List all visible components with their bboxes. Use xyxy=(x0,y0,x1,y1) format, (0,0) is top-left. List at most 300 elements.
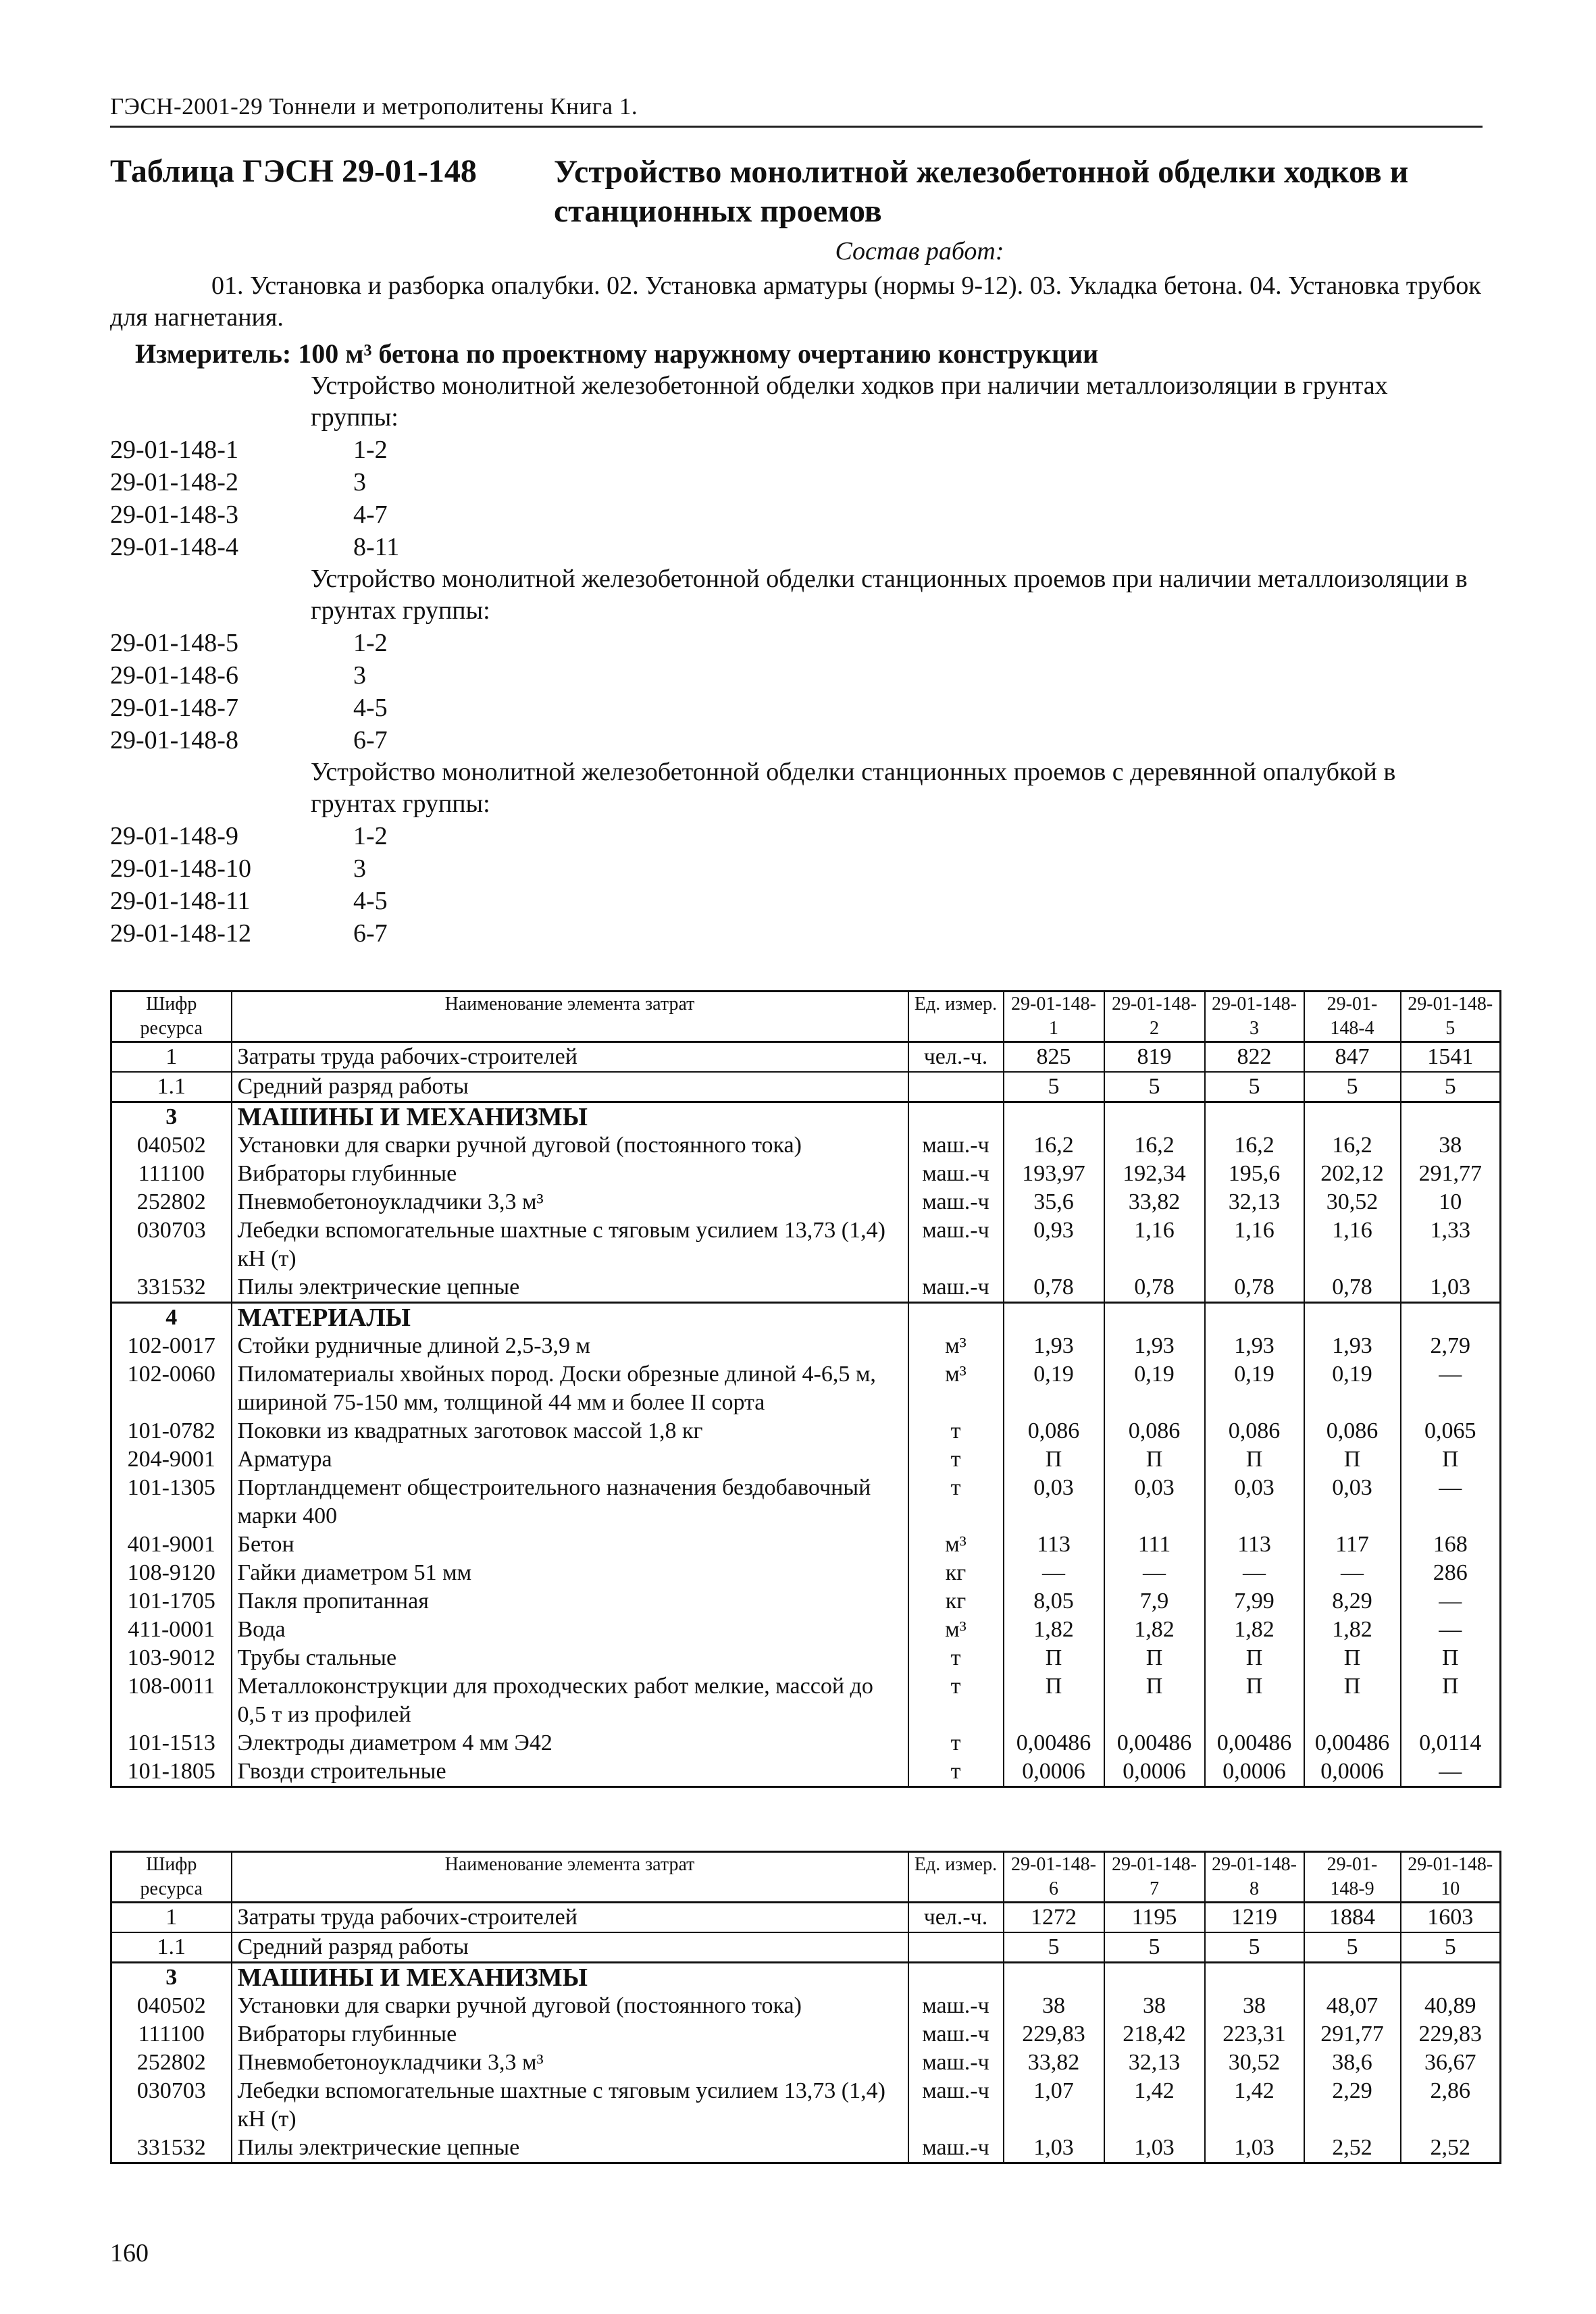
norm-code: 29-01-148-10 xyxy=(110,854,251,883)
resource-code: 401-9001 xyxy=(111,1531,232,1559)
resource-code: 101-1805 xyxy=(111,1757,232,1787)
resource-value: 0,19 xyxy=(1304,1360,1401,1417)
resource-code: 1.1 xyxy=(111,1932,232,1963)
resource-unit: маш.-ч xyxy=(908,2049,1004,2077)
resource-code: 204-9001 xyxy=(111,1445,232,1474)
resource-value: 1195 xyxy=(1104,1903,1205,1933)
resource-value: 1,07 xyxy=(1004,2077,1104,2134)
resource-value: 38 xyxy=(1205,1992,1304,2020)
table-row xyxy=(111,1644,1501,1672)
norm-code: 29-01-148-11 xyxy=(110,887,251,915)
norm-soil-group: 4-5 xyxy=(353,887,388,915)
resource-value: 0,19 xyxy=(1004,1360,1104,1417)
resource-value: 1,82 xyxy=(1104,1616,1205,1644)
resource-value: 1219 xyxy=(1205,1903,1304,1933)
norm-group-title: Устройство монолитной железобетонной обделки станционных проемов с деревянной опалубкой в грунтах группы: xyxy=(311,758,1396,818)
resource-value: 16,2 xyxy=(1104,1131,1205,1160)
resource-unit: маш.-ч xyxy=(908,1188,1004,1216)
table-row xyxy=(111,1445,1501,1474)
resource-name: Металлоконструкции для проходческих работ мелкие, массой до 0,5 т из профилей xyxy=(232,1672,908,1729)
norm-row xyxy=(110,434,1488,466)
resource-value: 1,82 xyxy=(1004,1616,1104,1644)
resource-value: 5 xyxy=(1004,1932,1104,1963)
resource-value: 0,19 xyxy=(1104,1360,1205,1417)
empty-cell xyxy=(1104,1102,1205,1132)
resource-unit: т xyxy=(908,1474,1004,1531)
resource-name: Поковки из квадратных заготовок массой 1,8 кг xyxy=(232,1417,908,1445)
table-row xyxy=(111,1474,1501,1531)
resource-code: 040502 xyxy=(111,1992,232,2020)
norm-row xyxy=(110,466,1488,498)
resource-value: 0,086 xyxy=(1304,1417,1401,1445)
resource-value: 0,78 xyxy=(1205,1273,1304,1303)
col-header-norm: 29-01-148-10 xyxy=(1401,1852,1501,1903)
meter-line: Измеритель: 100 м³ бетона по проектному наружному очертанию конструкции xyxy=(135,338,1099,369)
col-header-norm: 29-01-148-1 xyxy=(1004,992,1104,1042)
resource-value: 193,97 xyxy=(1004,1160,1104,1188)
table-row xyxy=(111,1188,1501,1216)
resource-value: 1,16 xyxy=(1304,1216,1401,1273)
table-title: Устройство монолитной железобетонной обделки ходков и станционных проемов xyxy=(554,154,1409,229)
resource-code: 108-0011 xyxy=(111,1672,232,1729)
resource-unit: маш.-ч xyxy=(908,2077,1004,2134)
section-code: 3 xyxy=(111,1102,232,1132)
resource-code: 102-0060 xyxy=(111,1360,232,1417)
running-head: ГЭСН-2001-29 Тоннели и метрополитены Книга 1. xyxy=(110,93,638,120)
resource-value: — xyxy=(1104,1559,1205,1587)
resource-value: — xyxy=(1401,1587,1501,1616)
section-row xyxy=(111,1303,1501,1333)
resource-code: 030703 xyxy=(111,2077,232,2134)
empty-cell xyxy=(1304,1303,1401,1333)
norm-code: 29-01-148-3 xyxy=(110,500,238,529)
empty-cell xyxy=(1205,1102,1304,1132)
resource-value: П xyxy=(1104,1672,1205,1729)
norm-row xyxy=(110,659,1488,692)
resource-code: 101-1513 xyxy=(111,1729,232,1757)
resource-value: 0,00486 xyxy=(1205,1729,1304,1757)
resource-code: 040502 xyxy=(111,1131,232,1160)
resource-name: Средний разряд работы xyxy=(232,1932,908,1963)
resource-code: 411-0001 xyxy=(111,1616,232,1644)
empty-cell xyxy=(908,1102,1004,1132)
resource-value: 192,34 xyxy=(1104,1160,1205,1188)
empty-cell xyxy=(908,1963,1004,1992)
resource-value: 5 xyxy=(1401,1932,1501,1963)
resource-name: Гайки диаметром 51 мм xyxy=(232,1559,908,1587)
resource-code: 111100 xyxy=(111,1160,232,1188)
resource-name: Пневмобетоноукладчики 3,3 м³ xyxy=(232,1188,908,1216)
resource-name: Вибраторы глубинные xyxy=(232,1160,908,1188)
norm-code: 29-01-148-2 xyxy=(110,468,238,496)
section-row xyxy=(111,1963,1501,1992)
col-header-unit: Ед. измер. xyxy=(908,992,1004,1042)
resource-value: 5 xyxy=(1004,1072,1104,1102)
resource-code: 101-1305 xyxy=(111,1474,232,1531)
empty-cell xyxy=(908,1303,1004,1333)
resource-value: 0,086 xyxy=(1004,1417,1104,1445)
resource-unit: м³ xyxy=(908,1332,1004,1360)
composition-text: 01. Установка и разборка опалубки. 02. Установка арматуры (нормы 9-12). 03. Укладка бетона. 04. Установка трубок для нагнетания. xyxy=(110,272,1481,332)
resource-value: 1,82 xyxy=(1304,1616,1401,1644)
resource-value: 1,33 xyxy=(1401,1216,1501,1273)
resource-value: 1,16 xyxy=(1104,1216,1205,1273)
resource-value: 38 xyxy=(1401,1131,1501,1160)
resource-name: Вода xyxy=(232,1616,908,1644)
resource-value: 0,00486 xyxy=(1104,1729,1205,1757)
table-row xyxy=(111,2049,1501,2077)
resource-value: 117 xyxy=(1304,1531,1401,1559)
resource-value: 168 xyxy=(1401,1531,1501,1559)
resource-value: 38,6 xyxy=(1304,2049,1401,2077)
resource-value: 7,9 xyxy=(1104,1587,1205,1616)
col-header-unit: Ед. измер. xyxy=(908,1852,1004,1903)
resource-value: 30,52 xyxy=(1205,2049,1304,2077)
norm-soil-group: 1-2 xyxy=(353,822,388,850)
resource-value: 1272 xyxy=(1004,1903,1104,1933)
norm-code: 29-01-148-6 xyxy=(110,661,238,690)
resource-unit: т xyxy=(908,1729,1004,1757)
col-header-code: Шифр ресурса xyxy=(111,992,232,1042)
resource-value: 0,03 xyxy=(1205,1474,1304,1531)
resource-value: 5 xyxy=(1401,1072,1501,1102)
col-header-norm: 29-01-148-5 xyxy=(1401,992,1501,1042)
resource-table-2 xyxy=(110,1851,1501,2164)
table-row xyxy=(111,1757,1501,1787)
empty-cell xyxy=(1004,1303,1104,1333)
composition-label: Состав работ: xyxy=(835,237,1004,265)
resource-code: 108-9120 xyxy=(111,1559,232,1587)
resource-value: 0,065 xyxy=(1401,1417,1501,1445)
col-header-norm: 29-01-148-7 xyxy=(1104,1852,1205,1903)
resource-value: 1,93 xyxy=(1004,1332,1104,1360)
table-row xyxy=(111,1273,1501,1303)
norm-code: 29-01-148-12 xyxy=(110,919,251,948)
resource-value: 822 xyxy=(1205,1042,1304,1073)
resource-value: 0,03 xyxy=(1304,1474,1401,1531)
resource-name: Пневмобетоноукладчики 3,3 м³ xyxy=(232,2049,908,2077)
resource-value: — xyxy=(1401,1616,1501,1644)
resource-value: П xyxy=(1104,1445,1205,1474)
norm-row xyxy=(110,820,1488,852)
resource-value: — xyxy=(1401,1474,1501,1531)
resource-value: 0,0114 xyxy=(1401,1729,1501,1757)
col-header-norm: 29-01-148-6 xyxy=(1004,1852,1104,1903)
resource-value: 0,78 xyxy=(1104,1273,1205,1303)
resource-value: П xyxy=(1004,1672,1104,1729)
resource-value: 2,29 xyxy=(1304,2077,1401,2134)
table-row xyxy=(111,1559,1501,1587)
resource-unit: маш.-ч xyxy=(908,1273,1004,1303)
table-row xyxy=(111,1531,1501,1559)
resource-value: 40,89 xyxy=(1401,1992,1501,2020)
resource-value: П xyxy=(1401,1445,1501,1474)
resource-value: 1603 xyxy=(1401,1903,1501,1933)
resource-unit: т xyxy=(908,1417,1004,1445)
resource-unit: маш.-ч xyxy=(908,2020,1004,2049)
resource-unit: маш.-ч xyxy=(908,1216,1004,1273)
resource-value: 7,99 xyxy=(1205,1587,1304,1616)
resource-value: П xyxy=(1304,1445,1401,1474)
resource-value: 0,00486 xyxy=(1004,1729,1104,1757)
resource-value: 1,42 xyxy=(1104,2077,1205,2134)
resource-name: Затраты труда рабочих-строителей xyxy=(232,1903,908,1933)
resource-value: 0,0006 xyxy=(1205,1757,1304,1787)
resource-value: 819 xyxy=(1104,1042,1205,1073)
resource-value: 1,93 xyxy=(1104,1332,1205,1360)
empty-cell xyxy=(1401,1963,1501,1992)
resource-value: 1,82 xyxy=(1205,1616,1304,1644)
resource-unit: маш.-ч xyxy=(908,1992,1004,2020)
section-code: 4 xyxy=(111,1303,232,1333)
resource-unit: кг xyxy=(908,1559,1004,1587)
empty-cell xyxy=(1401,1303,1501,1333)
resource-value: 1541 xyxy=(1401,1042,1501,1073)
resource-value: 36,67 xyxy=(1401,2049,1501,2077)
resource-value: 5 xyxy=(1104,1932,1205,1963)
resource-value: 1,03 xyxy=(1104,2134,1205,2163)
empty-cell xyxy=(1304,1963,1401,1992)
resource-value: П xyxy=(1401,1672,1501,1729)
resource-name: Гвозди строительные xyxy=(232,1757,908,1787)
resource-value: 111 xyxy=(1104,1531,1205,1559)
resource-value: 35,6 xyxy=(1004,1188,1104,1216)
resource-value: 0,0006 xyxy=(1104,1757,1205,1787)
resource-value: 195,6 xyxy=(1205,1160,1304,1188)
empty-cell xyxy=(1205,1303,1304,1333)
resource-value: П xyxy=(1205,1445,1304,1474)
norm-list xyxy=(110,370,1488,950)
resource-name: Бетон xyxy=(232,1531,908,1559)
resource-unit: м³ xyxy=(908,1531,1004,1559)
resource-name: Портландцемент общестроительного назначения бездобавочный марки 400 xyxy=(232,1474,908,1531)
resource-unit: м³ xyxy=(908,1360,1004,1417)
resource-value: 1,03 xyxy=(1205,2134,1304,2163)
norm-row xyxy=(110,724,1488,756)
resource-code: 252802 xyxy=(111,1188,232,1216)
resource-unit: маш.-ч xyxy=(908,2134,1004,2163)
table-row xyxy=(111,1616,1501,1644)
resource-name: Электроды диаметром 4 мм Э42 xyxy=(232,1729,908,1757)
norm-row xyxy=(110,852,1488,885)
section-title: МАШИНЫ И МЕХАНИЗМЫ xyxy=(232,1102,908,1132)
resource-value: 291,77 xyxy=(1304,2020,1401,2049)
resource-name: Пиломатериалы хвойных пород. Доски обрезные длиной 4-6,5 м, шириной 75-150 мм, толщиной 44 мм и более II сорта xyxy=(232,1360,908,1417)
empty-cell xyxy=(1304,1102,1401,1132)
resource-value: 2,86 xyxy=(1401,2077,1501,2134)
resource-code: 331532 xyxy=(111,1273,232,1303)
resource-value: 291,77 xyxy=(1401,1160,1501,1188)
resource-unit: маш.-ч xyxy=(908,1160,1004,1188)
resource-value: 10 xyxy=(1401,1188,1501,1216)
norm-soil-group: 3 xyxy=(353,661,366,690)
resource-value: 16,2 xyxy=(1205,1131,1304,1160)
resource-code: 030703 xyxy=(111,1216,232,1273)
resource-unit: т xyxy=(908,1672,1004,1729)
col-header-norm: 29-01-148-9 xyxy=(1304,1852,1401,1903)
resource-value: 5 xyxy=(1304,1072,1401,1102)
resource-value: 32,13 xyxy=(1104,2049,1205,2077)
resource-value: 33,82 xyxy=(1104,1188,1205,1216)
resource-value: 5 xyxy=(1205,1072,1304,1102)
norm-soil-group: 8-11 xyxy=(353,533,400,561)
resource-name: Средний разряд работы xyxy=(232,1072,908,1102)
section-title: МАТЕРИАЛЫ xyxy=(232,1303,908,1333)
resource-value: 48,07 xyxy=(1304,1992,1401,2020)
resource-code: 1 xyxy=(111,1903,232,1933)
resource-value: 1,93 xyxy=(1205,1332,1304,1360)
col-header-name: Наименование элемента затрат xyxy=(232,992,908,1042)
section-row xyxy=(111,1102,1501,1132)
resource-name: Пилы электрические цепные xyxy=(232,2134,908,2163)
col-header-code: Шифр ресурса xyxy=(111,1852,232,1903)
table-row xyxy=(111,1417,1501,1445)
table-row xyxy=(111,1360,1501,1417)
resource-value: 2,52 xyxy=(1304,2134,1401,2163)
resource-value: 38 xyxy=(1104,1992,1205,2020)
resource-name: Арматура xyxy=(232,1445,908,1474)
resource-table-1 xyxy=(110,990,1501,1788)
page-number: 160 xyxy=(110,2239,149,2267)
resource-name: Лебедки вспомогательные шахтные с тяговым усилием 13,73 (1,4) кН (т) xyxy=(232,2077,908,2134)
resource-unit: м³ xyxy=(908,1616,1004,1644)
norm-row xyxy=(110,917,1488,950)
resource-value: П xyxy=(1304,1644,1401,1672)
col-header-name: Наименование элемента затрат xyxy=(232,1852,908,1903)
resource-name: Установки для сварки ручной дуговой (постоянного тока) xyxy=(232,1992,908,2020)
table-row xyxy=(111,1131,1501,1160)
resource-unit: т xyxy=(908,1757,1004,1787)
resource-value: П xyxy=(1304,1672,1401,1729)
resource-value: 1,16 xyxy=(1205,1216,1304,1273)
table-row xyxy=(111,1072,1501,1102)
resource-value: 0,0006 xyxy=(1304,1757,1401,1787)
resource-name: Пилы электрические цепные xyxy=(232,1273,908,1303)
resource-value: 0,78 xyxy=(1004,1273,1104,1303)
empty-cell xyxy=(1401,1102,1501,1132)
resource-value: 202,12 xyxy=(1304,1160,1401,1188)
resource-value: 0,78 xyxy=(1304,1273,1401,1303)
norm-row xyxy=(110,692,1488,724)
resource-name: Лебедки вспомогательные шахтные с тяговым усилием 13,73 (1,4) кН (т) xyxy=(232,1216,908,1273)
resource-value: 113 xyxy=(1004,1531,1104,1559)
resource-value: — xyxy=(1304,1559,1401,1587)
table-header-row xyxy=(111,992,1501,1042)
resource-value: 1,03 xyxy=(1401,1273,1501,1303)
resource-value: 2,52 xyxy=(1401,2134,1501,2163)
resource-name: Вибраторы глубинные xyxy=(232,2020,908,2049)
resource-value: 218,42 xyxy=(1104,2020,1205,2049)
norm-soil-group: 1-2 xyxy=(353,436,388,464)
resource-unit: чел.-ч. xyxy=(908,1042,1004,1073)
table-row xyxy=(111,1729,1501,1757)
resource-value: 0,00486 xyxy=(1304,1729,1401,1757)
resource-value: 30,52 xyxy=(1304,1188,1401,1216)
norm-code: 29-01-148-7 xyxy=(110,694,238,722)
section-title: МАШИНЫ И МЕХАНИЗМЫ xyxy=(232,1963,908,1992)
resource-code: 111100 xyxy=(111,2020,232,2049)
norm-code: 29-01-148-9 xyxy=(110,822,238,850)
resource-value: 5 xyxy=(1304,1932,1401,1963)
norm-code: 29-01-148-1 xyxy=(110,436,238,464)
resource-code: 331532 xyxy=(111,2134,232,2163)
resource-value: 0,03 xyxy=(1104,1474,1205,1531)
norm-soil-group: 4-7 xyxy=(353,500,388,529)
col-header-norm: 29-01-148-2 xyxy=(1104,992,1205,1042)
norm-code: 29-01-148-5 xyxy=(110,629,238,657)
resource-value: 5 xyxy=(1104,1072,1205,1102)
table-row xyxy=(111,1932,1501,1963)
resource-value: П xyxy=(1004,1644,1104,1672)
resource-code: 101-1705 xyxy=(111,1587,232,1616)
resource-value: П xyxy=(1004,1445,1104,1474)
resource-value: 0,086 xyxy=(1104,1417,1205,1445)
resource-name: Трубы стальные xyxy=(232,1644,908,1672)
table-header-row xyxy=(111,1852,1501,1903)
resource-value: 0,0006 xyxy=(1004,1757,1104,1787)
norm-soil-group: 6-7 xyxy=(353,726,388,754)
resource-value: 1,03 xyxy=(1004,2134,1104,2163)
table-row xyxy=(111,1216,1501,1273)
empty-cell xyxy=(1205,1963,1304,1992)
resource-code: 103-9012 xyxy=(111,1644,232,1672)
table-row xyxy=(111,1992,1501,2020)
resource-value: 1,93 xyxy=(1304,1332,1401,1360)
empty-cell xyxy=(1004,1963,1104,1992)
table-row xyxy=(111,1587,1501,1616)
resource-value: 825 xyxy=(1004,1042,1104,1073)
resource-value: 2,79 xyxy=(1401,1332,1501,1360)
norm-group-title: Устройство монолитной железобетонной обделки станционных проемов при наличии металлоизоляции в грунтах группы: xyxy=(311,565,1468,625)
resource-value: — xyxy=(1004,1559,1104,1587)
resource-code: 252802 xyxy=(111,2049,232,2077)
resource-name: Установки для сварки ручной дуговой (постоянного тока) xyxy=(232,1131,908,1160)
resource-unit: т xyxy=(908,1644,1004,1672)
resource-unit xyxy=(908,1932,1004,1963)
resource-code: 102-0017 xyxy=(111,1332,232,1360)
resource-code: 101-0782 xyxy=(111,1417,232,1445)
norm-group-title: Устройство монолитной железобетонной обделки ходков при наличии металлоизоляции в грунтах группы: xyxy=(311,371,1388,432)
table-row xyxy=(111,1672,1501,1729)
resource-value: 38 xyxy=(1004,1992,1104,2020)
resource-value: — xyxy=(1205,1559,1304,1587)
norm-soil-group: 6-7 xyxy=(353,919,388,948)
resource-unit xyxy=(908,1072,1004,1102)
resource-value: 0,93 xyxy=(1004,1216,1104,1273)
norm-soil-group: 1-2 xyxy=(353,629,388,657)
norm-row xyxy=(110,531,1488,563)
resource-value: 8,29 xyxy=(1304,1587,1401,1616)
resource-value: 33,82 xyxy=(1004,2049,1104,2077)
col-header-norm: 29-01-148-4 xyxy=(1304,992,1401,1042)
resource-value: 223,31 xyxy=(1205,2020,1304,2049)
table-row xyxy=(111,2020,1501,2049)
norm-row xyxy=(110,498,1488,531)
col-header-norm: 29-01-148-8 xyxy=(1205,1852,1304,1903)
table-row xyxy=(111,1160,1501,1188)
table-row xyxy=(111,2077,1501,2134)
resource-unit: маш.-ч xyxy=(908,1131,1004,1160)
resource-unit: чел.-ч. xyxy=(908,1903,1004,1933)
norm-soil-group: 3 xyxy=(353,468,366,496)
resource-value: 1884 xyxy=(1304,1903,1401,1933)
resource-value: 5 xyxy=(1205,1932,1304,1963)
section-code: 3 xyxy=(111,1963,232,1992)
resource-code: 1 xyxy=(111,1042,232,1073)
col-header-norm: 29-01-148-3 xyxy=(1205,992,1304,1042)
resource-value: 229,83 xyxy=(1004,2020,1104,2049)
resource-value: П xyxy=(1205,1644,1304,1672)
